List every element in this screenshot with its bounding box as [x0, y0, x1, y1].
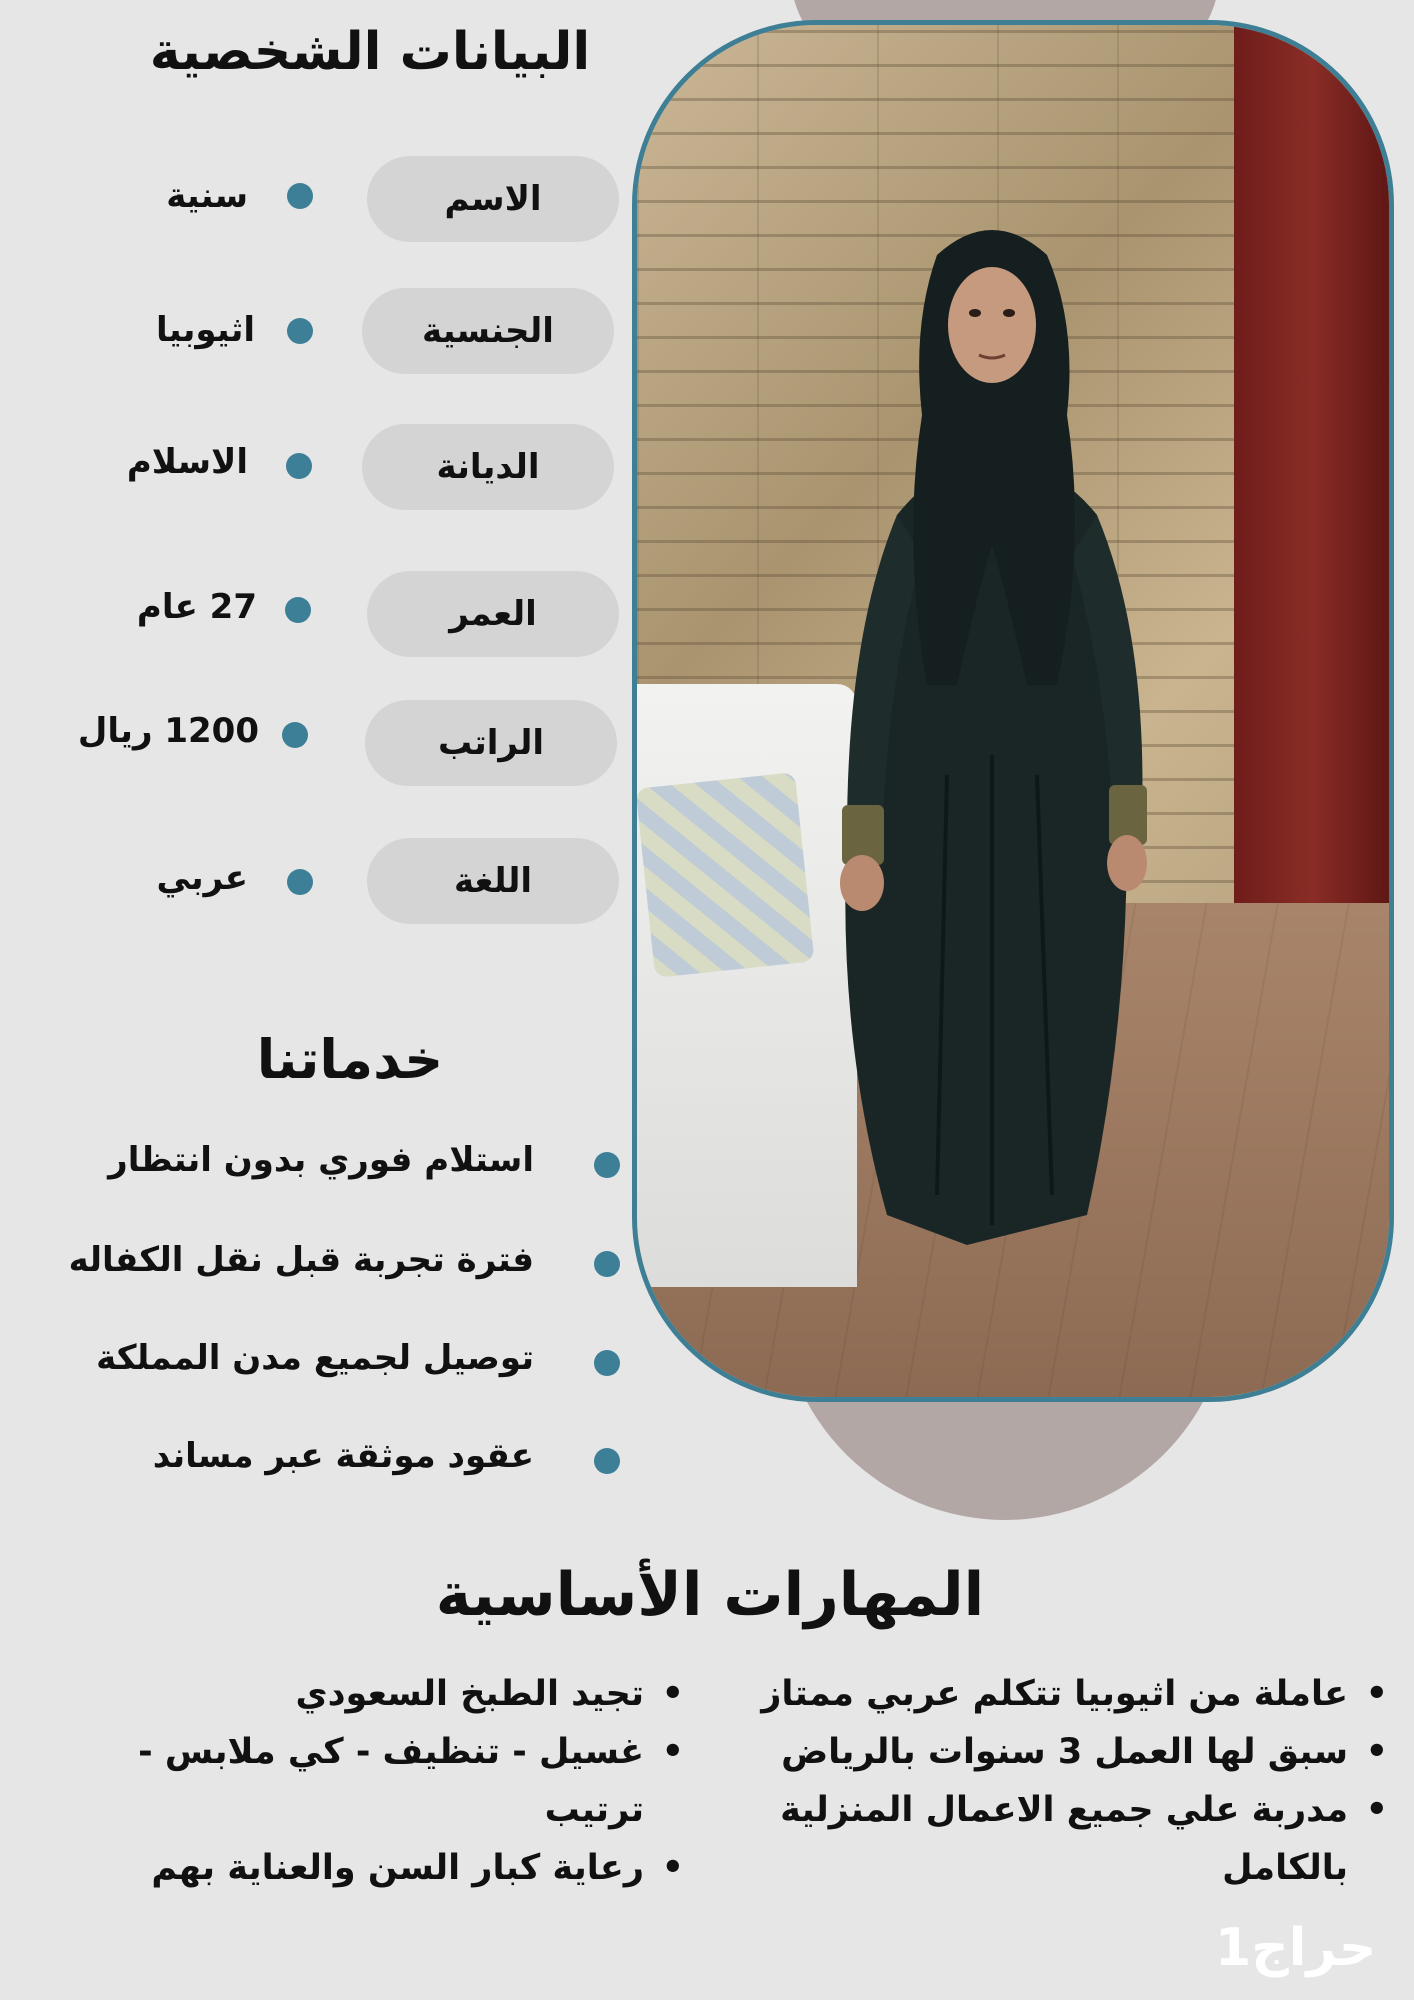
language-value: عربي — [156, 858, 248, 898]
religion-value: الاسلام — [126, 442, 248, 482]
skill-item: • تجيد الطبخ السعودي — [90, 1665, 690, 1723]
photo-sofa — [637, 684, 857, 1288]
name-value: سنية — [166, 176, 248, 216]
skills-title: المهارات الأساسية — [435, 1560, 985, 1630]
skill-item: • عاملة من اثيوبيا تتكلم عربي ممتاز — [694, 1665, 1394, 1723]
services-title: خدماتنا — [256, 1028, 444, 1091]
religion-label-pill: الديانة — [362, 424, 614, 510]
salary-value: 1200 ريال — [77, 711, 259, 751]
bullet-dot — [282, 722, 308, 748]
nationality-label-pill: الجنسية — [362, 288, 614, 374]
service-item: توصيل لجميع مدن المملكة — [96, 1338, 534, 1378]
bullet-dot — [287, 318, 313, 344]
watermark-logo: حراج1 — [1215, 1918, 1377, 1978]
bullet-dot — [287, 183, 313, 209]
photo-person — [827, 215, 1157, 1265]
bullet-dot — [594, 1350, 620, 1376]
bullet-dot — [285, 597, 311, 623]
skill-item: • غسيل - تنظيف - كي ملابس - ترتيب — [90, 1723, 690, 1839]
name-label-pill: الاسم — [367, 156, 619, 242]
service-item: فترة تجربة قبل نقل الكفاله — [68, 1240, 534, 1280]
bullet-dot — [594, 1152, 620, 1178]
service-item: استلام فوري بدون انتظار — [108, 1140, 534, 1180]
bullet-dot — [286, 453, 312, 479]
skill-item: • مدربة علي جميع الاعمال المنزلية بالكامل — [694, 1781, 1394, 1897]
worker-photo — [632, 20, 1394, 1402]
language-label-pill: اللغة — [367, 838, 619, 924]
bullet-dot — [594, 1251, 620, 1277]
bullet-dot — [287, 869, 313, 895]
skill-item: • رعاية كبار السن والعناية بهم — [90, 1839, 690, 1897]
photo-wood-pillar — [1234, 25, 1389, 985]
bullet-dot — [594, 1448, 620, 1474]
skills-list-right — [694, 1665, 1394, 1897]
skill-item: • سبق لها العمل 3 سنوات بالرياض — [694, 1723, 1394, 1781]
nationality-value: اثيوبيا — [155, 310, 255, 350]
skills-list-left — [90, 1665, 690, 1897]
salary-label-pill: الراتب — [365, 700, 617, 786]
service-item: عقود موثقة عبر مساند — [152, 1436, 534, 1476]
age-label-pill: العمر — [367, 571, 619, 657]
personal-data-title: البيانات الشخصية — [149, 22, 591, 82]
age-value: 27 عام — [136, 587, 257, 627]
photo-cushion — [636, 772, 815, 978]
